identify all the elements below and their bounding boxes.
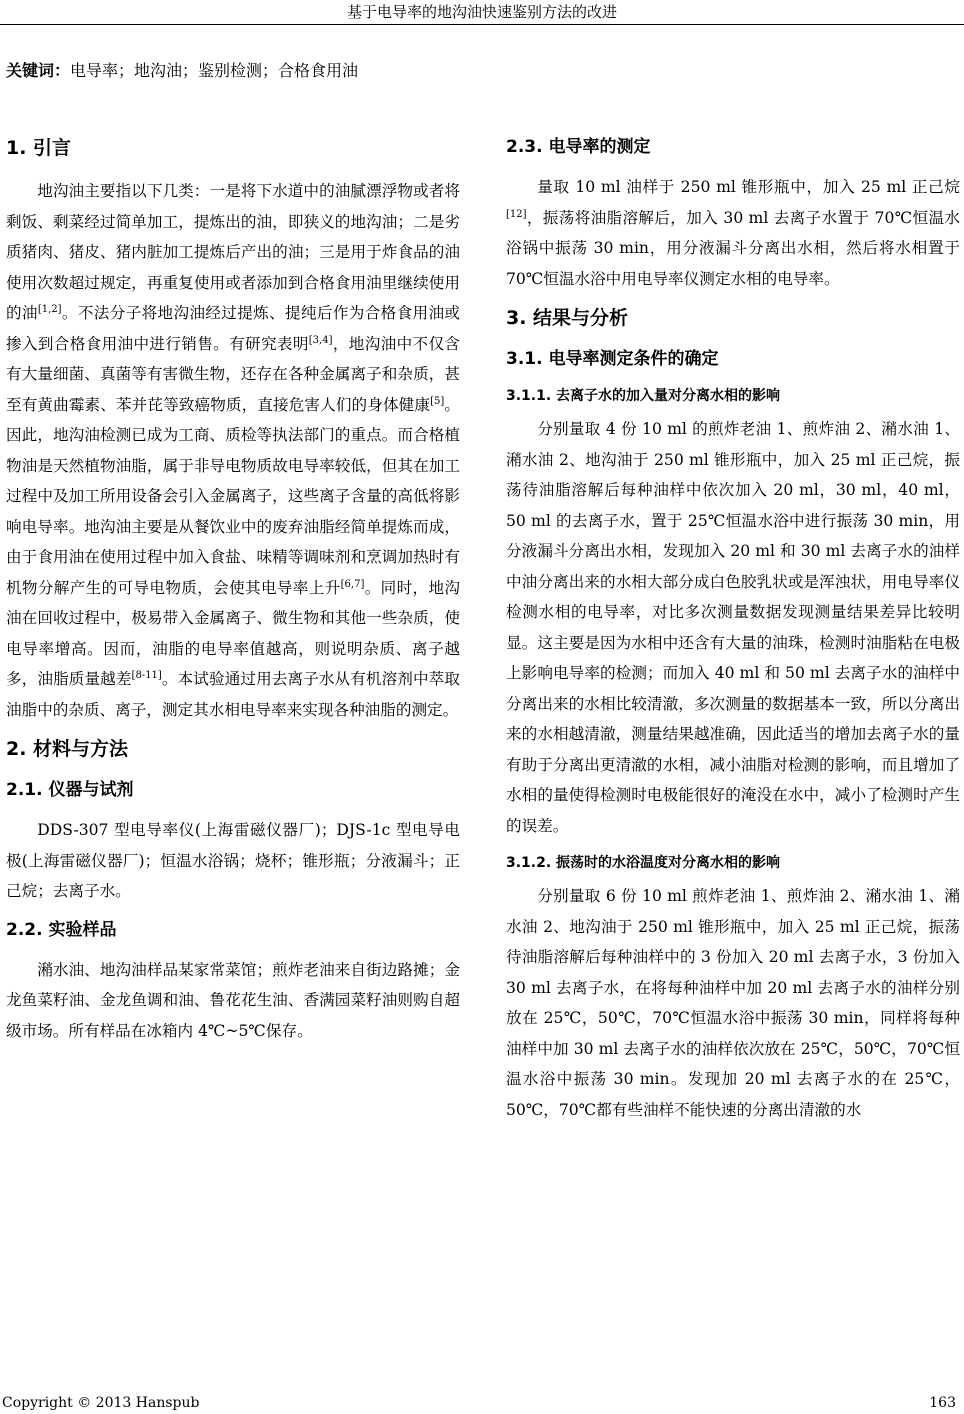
text-run: 。本试验通过用去离子水从有机溶剂中萃取油脂中的杂质、离子，测定其水相电导率来实现各种油脂的测定。: [6, 670, 460, 719]
section-3-1-1-title: 3.1.1. 去离子水的加入量对分离水相的影响: [506, 388, 781, 404]
section-3-1-title: 3.1. 电导率测定条件的确定: [506, 349, 719, 369]
text-run: 。同时，地沟油在回收过程中，极易带入金属离子、微生物和其他一些杂质，使电导率增高。因而，油脂的电导率值越高，则说明杂质、离子越多，油脂质量越差: [6, 578, 460, 688]
header-rule: [0, 24, 964, 25]
running-title: 基于电导率的地沟油快速鉴别方法的改进: [346, 3, 617, 21]
text-run: ，地沟油中不仅含有大量细菌、真菌等有害微生物，还存在各种金属离子和杂质，甚至有黄曲霉素、苯并芘等致癌物质，直接危害人们的身体健康: [6, 334, 460, 414]
citation: [8-11]: [131, 669, 162, 681]
section-3-1-2-paragraph: 分别量取 6 份 10 ml 煎炸老油 1、煎炸油 2、潲水油 1、潲水油 2、地沟油于 250 ml 锥形瓶中，加入 25 ml 正己烷，振荡待油脂溶解后每种油样中的 3 份加入 20 ml 去离子水，3 份加入 30 ml 去离子水，在将每种油样中加 20 ml 去离子水的油样分别放在 25℃，50℃，70℃恒温水浴中振荡 30 min，同样将每种油样中加 30 ml 去离子水的油样依次放在 25℃，50℃，70℃恒温水浴中振荡 30 min。发现加 20 ml 去离子水的在 25℃，50℃，70℃都有些油样不能快速的分离出清澈的水: [506, 887, 960, 1119]
right-column: [506, 126, 960, 1131]
section-2-1-paragraph: DDS-307 型电导率仪(上海雷磁仪器厂)；DJS-1c 型电导电极(上海雷磁仪器厂)；恒温水浴锅；烧杯；锥形瓶；分液漏斗；正己烷；去离子水。: [6, 821, 460, 900]
section-2-3-paragraph: [506, 172, 960, 294]
keywords: [6, 58, 956, 84]
section-3-title: 3. 结果与分析: [506, 307, 629, 329]
keywords-label: 关键词：: [6, 61, 71, 80]
left-column: [6, 126, 460, 1052]
section-3-1-1-paragraph: 分别量取 4 份 10 ml 的煎炸老油 1、煎炸油 2、潲水油 1、潲水油 2、地沟油于 250 ml 锥形瓶中，加入 25 ml 正己烷，振荡待油脂溶解后每种油样中依次加入 20 ml，30 ml，40 ml，50 ml 的去离子水，置于 25℃恒温水浴中进行振荡 30 min，用分液漏斗分离出水相，发现加入 20 ml 和 30 ml 去离子水的油样中油分离出来的水相大部分成白色胶乳状或是浑浊状，用电导率仪检测水相的电导率，对比多次测量数据发现测量结果差异比较明显。这主要是因为水相中还含有大量的油珠，检测时油脂粘在电极上影响电导率的检测；而加入 40 ml 和 50 ml 去离子水的油样中分离出来的水相比较清澈，多次测量的数据基本一致，所以分离出来的水相越清澈，测量结果越准确，因此适当的增加去离子水的量有助于分离出更清澈的水相，减小油脂对检测的影响，而且增加了水相的量使得检测时电极能很好的淹没在水中，减小了检测时产生的误差。: [506, 420, 960, 835]
section-2-2-paragraph: 潲水油、地沟油样品某家常菜馆；煎炸老油来自街边路摊；金龙鱼菜籽油、金龙鱼调和油、鲁花花生油、香满园菜籽油则购自超级市场。所有样品在冰箱内 4℃~5℃保存。: [6, 960, 460, 1040]
section-2-title: 2. 材料与方法: [6, 738, 129, 760]
section-2-3-title: 2.3. 电导率的测定: [506, 137, 651, 157]
text-run: 量取 10 ml 油样于 250 ml 锥形瓶中，加入 25 ml 正己烷: [537, 178, 960, 196]
keywords-text: 电导率；地沟油；鉴别检测；合格食用油: [70, 61, 359, 80]
running-header: [0, 2, 964, 22]
footer-copyright: Copyright © 2013 Hanspub: [2, 1395, 200, 1411]
text-run: ，振荡将油脂溶解后，加入 30 ml 去离子水置于 70℃恒温水浴锅中振荡 30 min，用分液漏斗分离出水相，然后将水相置于 70℃恒温水浴中用电导率仪测定水相的电导率。: [506, 208, 960, 288]
text-run: 。因此，地沟油检测已成为工商、质检等执法部门的重点。而合格植物油是天然植物油脂，属于非导电物质故电导率较低，但其在加工过程中及加工所用设备会引入金属离子，这些离子含量的高低将影响电导率。地沟油主要是从餐饮业中的废弃油脂经简单提炼而成，由于食用油在使用过程中加入食盐、味精等调味剂和烹调加热时有机物分解产生的可导电物质，会使其电导率上升: [6, 395, 460, 597]
section-3-1-2-title: 3.1.2. 振荡时的水浴温度对分离水相的影响: [506, 855, 781, 871]
section-2-2-title: 2.2. 实验样品: [6, 919, 117, 940]
text-run: 地沟油主要指以下几类：一是将下水道中的油腻漂浮物或者将剩饭、剩菜经过简单加工，提炼出的油，即狭义的地沟油；二是劣质猪肉、猪皮、猪内脏加工提炼后产出的油；三是用于炸食品的油使用次数超过规定，再重复使用或者添加到合格食用油里继续使用的油: [6, 182, 460, 322]
citation: [6,7]: [340, 578, 365, 590]
citation: [12]: [506, 208, 527, 220]
citation: [5]: [430, 395, 445, 407]
text-run: 。不法分子将地沟油经过提炼、提纯后作为合格食用油或掺入到合格食用油中进行销售。有研究表明: [6, 304, 460, 353]
section-1-paragraph: [6, 176, 460, 725]
section-1-title: 1. 引言: [6, 137, 72, 159]
citation: [3,4]: [308, 334, 333, 346]
section-2-1-title: 2.1. 仪器与试剂: [6, 780, 134, 800]
citation: [1,2]: [37, 303, 62, 315]
footer-page-number: 163: [929, 1395, 956, 1411]
